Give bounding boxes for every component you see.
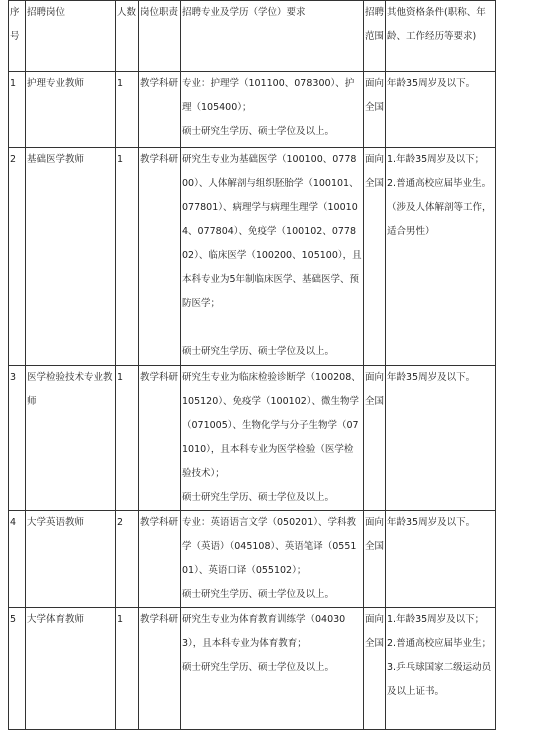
row-no: 2	[9, 148, 26, 366]
other-line: 年龄35周岁及以下。	[387, 78, 476, 89]
row-other	[386, 72, 496, 148]
row-count: 2	[116, 511, 139, 608]
major-line: 硕士研究生学历、硕士学位及以上。	[182, 346, 335, 357]
header-position: 招聘岗位	[26, 1, 116, 72]
other-line: （涉及人体解剖等工作，适合男性）	[387, 202, 492, 237]
row-position: 基础医学教师	[26, 148, 116, 366]
row-other	[386, 608, 496, 730]
row-other	[386, 511, 496, 608]
recruitment-table	[8, 0, 496, 730]
row-position: 大学英语教师	[26, 511, 116, 608]
major-line: 硕士研究生学历、硕士学位及以上。	[182, 126, 335, 137]
row-duty: 教学科研	[139, 511, 181, 608]
major-line: 专业：护理学（101100、078300）、护理（105400）；	[182, 78, 355, 113]
row-no: 4	[9, 511, 26, 608]
header-no: 序号	[9, 1, 26, 72]
other-line: 3.乒乓球国家二级运动员及以上证书。	[387, 662, 492, 697]
table-row	[9, 366, 496, 511]
header-major: 招聘专业及学历（学位）要求	[181, 1, 364, 72]
table-row	[9, 511, 496, 608]
row-duty: 教学科研	[139, 608, 181, 730]
row-major	[181, 72, 364, 148]
other-line: 1.年龄35周岁及以下；	[387, 614, 485, 625]
row-position: 护理专业教师	[26, 72, 116, 148]
header-other: 其他资格条件(职称、年龄、工作经历等要求)	[386, 1, 496, 72]
row-duty: 教学科研	[139, 366, 181, 511]
row-major	[181, 511, 364, 608]
other-line: 1.年龄35周岁及以下；	[387, 154, 485, 165]
row-scope: 面向全国	[364, 511, 386, 608]
row-duty: 教学科研	[139, 148, 181, 366]
header-count: 人数	[116, 1, 139, 72]
other-line: 年龄35周岁及以下。	[387, 517, 476, 528]
row-scope: 面向全国	[364, 148, 386, 366]
row-no: 5	[9, 608, 26, 730]
header-scope: 招聘范围	[364, 1, 386, 72]
row-major	[181, 148, 364, 366]
row-other	[386, 366, 496, 511]
row-position: 医学检验技术专业教师	[26, 366, 116, 511]
table-row	[9, 72, 496, 148]
other-line: 2.普通高校应届毕业生；	[387, 638, 492, 649]
row-scope: 面向全国	[364, 72, 386, 148]
major-line: 研究生专业为体育教育训练学（040303），且本科专业为体育教育；	[182, 614, 346, 649]
other-line: 年龄35周岁及以下。	[387, 372, 476, 383]
major-line	[182, 316, 362, 340]
table-row	[9, 148, 496, 366]
row-position: 大学体育教师	[26, 608, 116, 730]
row-no: 1	[9, 72, 26, 148]
major-line: 硕士研究生学历、硕士学位及以上。	[182, 492, 335, 503]
table-row	[9, 608, 496, 730]
row-scope: 面向全国	[364, 366, 386, 511]
header-duty: 岗位职责	[139, 1, 181, 72]
row-count: 1	[116, 366, 139, 511]
other-line: 2.普通高校应届毕业生。	[387, 178, 492, 189]
row-count: 1	[116, 608, 139, 730]
table-header-row	[9, 1, 496, 72]
row-other	[386, 148, 496, 366]
row-count: 1	[116, 72, 139, 148]
major-line: 硕士研究生学历、硕士学位及以上。	[182, 662, 335, 673]
major-line: 研究生专业为临床检验诊断学（100208、105120）、免疫学（100102）、微生物学（071005）、生物化学与分子生物学（071010），且本科专业为医学检验（医学检验技术）；	[182, 372, 361, 479]
row-major	[181, 608, 364, 730]
row-major	[181, 366, 364, 511]
row-no: 3	[9, 366, 26, 511]
major-line: 研究生专业为基础医学（100100、077800）、人体解剖与组织胚胎学（100101、077801）、病理学与病理生理学（100104、077804）、免疫学（100102、077802）、临床医学（100200、105100），且本科专业为5年制临床医学、基础医学、预防医学；	[182, 154, 362, 309]
row-duty: 教学科研	[139, 72, 181, 148]
row-scope: 面向全国	[364, 608, 386, 730]
major-line: 硕士研究生学历、硕士学位及以上。	[182, 589, 335, 600]
row-count: 1	[116, 148, 139, 366]
major-line: 专业：英语语言文学（050201）、学科教学（英语）（045108）、英语笔译（055101）、英语口译（055102）；	[182, 517, 357, 576]
